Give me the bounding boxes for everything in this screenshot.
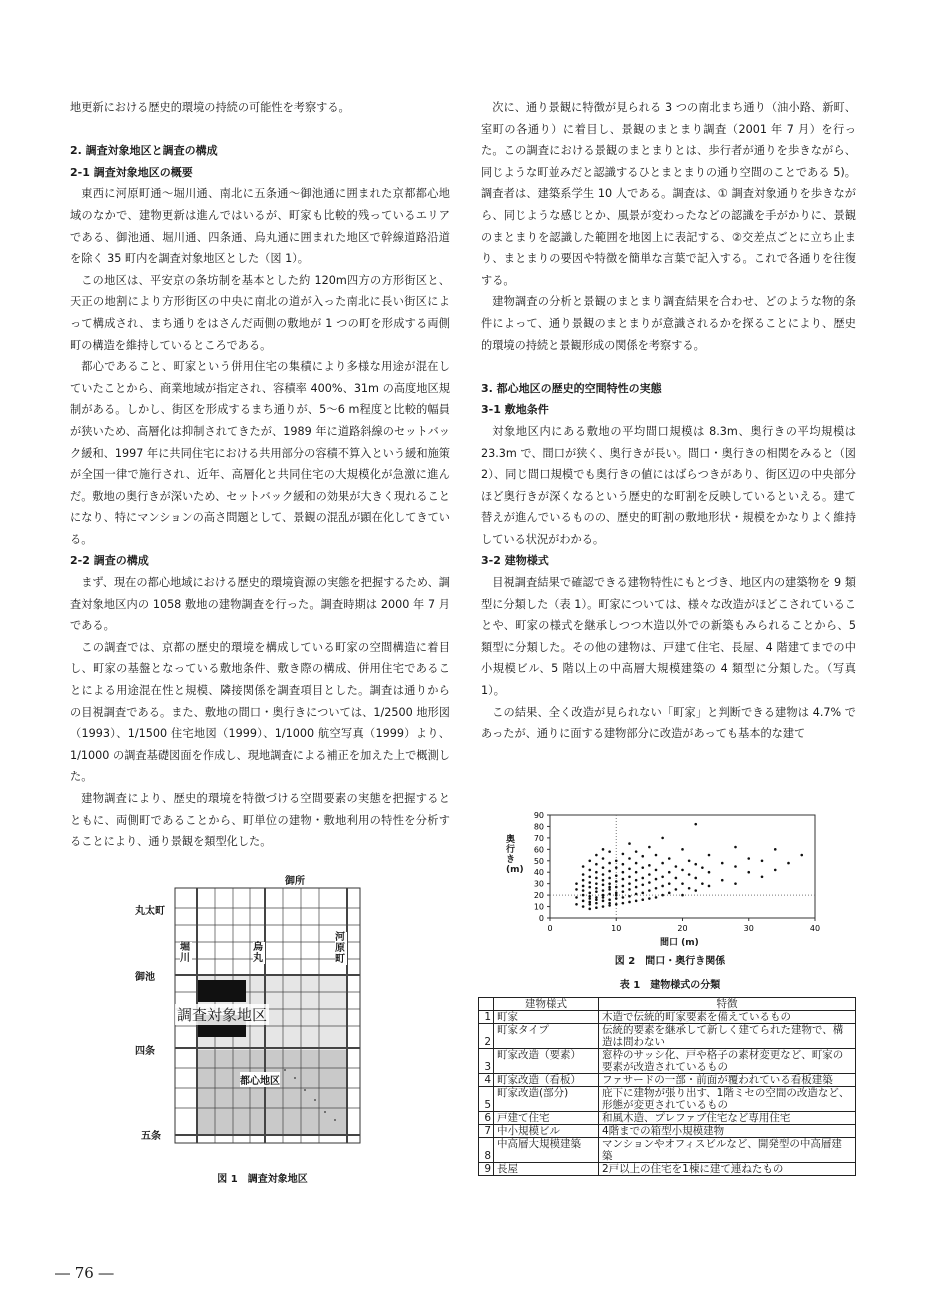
data-point xyxy=(628,842,631,845)
data-point xyxy=(761,876,764,879)
data-point xyxy=(595,871,598,874)
data-point xyxy=(648,881,651,884)
data-point xyxy=(622,871,625,874)
data-point xyxy=(588,903,591,906)
y-tick-label: 80 xyxy=(533,822,544,832)
data-point xyxy=(602,905,605,908)
data-point xyxy=(588,869,591,872)
figure-2-chart xyxy=(500,805,830,965)
data-point xyxy=(628,882,631,885)
data-point xyxy=(602,873,605,876)
y-tick-label: 10 xyxy=(533,902,544,912)
data-point xyxy=(595,896,598,899)
paragraph: 建物調査の分析と景観のまとまり調査結果を合わせ、どのような物的条件によって、通り景観のまとまりが意識されるかを探ることにより、歴史的環境の持続と景観形成の関係を考察する。 xyxy=(481,295,856,352)
right-column xyxy=(481,97,856,745)
x-tick-label: 40 xyxy=(809,924,821,933)
table-cell-number: 8 xyxy=(479,1138,494,1163)
data-point xyxy=(688,887,691,890)
paragraph: 建物調査により、歴史的環境を特徴づける空間要素の実態を把握するとともに、両側町であることから、町単位の建物・敷地利用の特性を分析することにより、通り景観を類型化した。 xyxy=(70,792,450,849)
data-point xyxy=(615,874,618,877)
data-point xyxy=(661,894,664,897)
data-point xyxy=(635,893,638,896)
data-point xyxy=(661,876,664,879)
table-cell-style: 町家改造（要素） xyxy=(494,1049,599,1074)
paragraph: この結果、全く改造が見られない「町家」と判断できる建物は 4.7% であったが、通りに面する建物部分に改造があっても基本的な建て xyxy=(481,705,856,741)
table-cell-number: 1 xyxy=(479,1011,494,1024)
y-tick-label: 20 xyxy=(533,891,544,901)
data-point xyxy=(635,886,638,889)
data-point xyxy=(575,882,578,885)
data-point xyxy=(588,876,591,879)
table-row xyxy=(479,1049,856,1074)
map-label-shijo: 四条 xyxy=(135,1046,155,1057)
data-point xyxy=(734,846,737,849)
data-point xyxy=(668,871,671,874)
table-cell-style: 中高層大規模建築 xyxy=(494,1138,599,1163)
data-point xyxy=(615,892,618,895)
data-point xyxy=(608,893,611,896)
data-point xyxy=(747,871,750,874)
data-point xyxy=(721,862,724,865)
y-tick-label: 50 xyxy=(533,856,544,866)
data-point xyxy=(588,897,591,900)
data-point xyxy=(582,905,585,908)
data-point xyxy=(635,871,638,874)
map-label-center: 都心地区 xyxy=(240,1072,280,1087)
data-point xyxy=(694,863,697,866)
data-point xyxy=(582,889,585,892)
data-point xyxy=(602,900,605,903)
table-cell-feature: 窓枠のサッシ化、戸や格子の素材変更など、町家の要素が改造されているもの xyxy=(599,1049,856,1074)
data-point xyxy=(694,889,697,892)
data-point xyxy=(694,877,697,880)
data-point xyxy=(615,897,618,900)
table-cell-feature: 2戸以上の住宅を1棟に建て連ねたもの xyxy=(599,1163,856,1176)
figure-1-map xyxy=(135,876,380,1150)
data-point xyxy=(608,870,611,873)
data-point xyxy=(628,867,631,870)
y-axis-label: 奥行き (m) xyxy=(506,835,524,875)
data-point xyxy=(622,896,625,899)
data-point xyxy=(588,901,591,904)
data-point xyxy=(641,855,644,858)
table-cell-feature: ファサードの一部・前面が覆われている看板建築 xyxy=(599,1074,856,1087)
data-point xyxy=(608,877,611,880)
table-cell-style: 戸建て住宅 xyxy=(494,1112,599,1125)
data-point xyxy=(648,889,651,892)
data-point xyxy=(708,854,711,857)
paragraph: この調査では、京都の歴史的環境を構成している町家の空間構造に着目し、町家の基盤となっている敷地条件、敷き際の構成、併用住宅であることによる用途混在性と規模、隣接関係を調査項目とした。調査は通りからの目視調査である。また、敷地の間口・奥行きについては、1/2500 地形図（1993）、1/1500 住宅地図（1999）、1/1000 航空写真（1999）より、1/1000 の調査基礎図面を作成し、現地調査による補正を加えた上で概測した。 xyxy=(70,640,450,784)
data-point xyxy=(582,873,585,876)
table-cell-number: 2 xyxy=(479,1024,494,1049)
data-point xyxy=(641,884,644,887)
table-cell-style: 町家タイプ xyxy=(494,1024,599,1049)
data-point xyxy=(602,857,605,860)
section-heading: 3. 都心地区の歴史的空間特性の実態 xyxy=(481,381,662,395)
data-point xyxy=(655,854,658,857)
data-point xyxy=(681,882,684,885)
y-tick-label: 60 xyxy=(533,845,544,855)
scatter-plot xyxy=(500,805,830,950)
data-point xyxy=(588,895,591,898)
data-point xyxy=(747,857,750,860)
data-point xyxy=(615,894,618,897)
data-point xyxy=(608,886,611,889)
data-point xyxy=(615,886,618,889)
data-point xyxy=(635,862,638,865)
paragraph: 都心であること、町家という併用住宅の集積により多様な用途が混在していたことから、商業地域が指定され、容積率 400%、31m の高度地区規制がある。しかし、街区を形成するまち通りが、5～6 m程度と比較的幅員が狭いため、高層化は抑制されてきたが、1989 年に道路斜線のセットバック緩和、1997 年に共同住宅における共用部分の容積不算入という緩和施策が全国一律で施行され、近年、高層化と共同住宅の大規模化が急激に進んだ。敷地の奥行きが深いため、セットバック緩和の効果が大きく現れることになり、特にマンションの高さ問題として、景観の混乱が顕在化してきている。 xyxy=(70,360,450,546)
data-point xyxy=(595,902,598,905)
table-cell-number: 3 xyxy=(479,1049,494,1074)
data-point xyxy=(602,889,605,892)
data-point xyxy=(588,908,591,911)
data-point xyxy=(668,857,671,860)
table-cell-feature: 庇下に建物が張り出す、1階ミセの空間の改造など、形態が変更されているもの xyxy=(599,1087,856,1112)
table-cell-feature: 伝統的要素を継承して新しく建てられた建物で、構造は問わない xyxy=(599,1024,856,1049)
data-point xyxy=(694,823,697,826)
paragraph: この地区は、平安京の条坊制を基本とした約 120m四方の方形街区と、天正の地割により方形街区の中央に南北の道が入った南北に長い街区によって構成され、まち通りをはさんだ両側の敷地が 1 つの町を形成する両側町の構造を維持しているところである。 xyxy=(70,273,450,352)
data-point xyxy=(681,848,684,851)
table-cell-style: 町家改造（看板） xyxy=(494,1074,599,1087)
paragraph: まず、現在の都心地域における歴史的環境資源の実態を把握するため、調査対象地区内の 1058 敷地の建物調査を行った。調査時期は 2000 年 7 月である。 xyxy=(70,576,450,633)
map-label-karasuma: 烏丸 xyxy=(253,942,263,964)
y-tick-label: 70 xyxy=(533,833,544,843)
data-point xyxy=(615,903,618,906)
x-tick-label: 20 xyxy=(677,924,688,933)
data-point xyxy=(701,866,704,869)
table-row xyxy=(479,1087,856,1112)
table-cell-style: 町家改造(部分) xyxy=(494,1087,599,1112)
left-column xyxy=(70,97,450,853)
data-point xyxy=(628,901,631,904)
data-point xyxy=(595,887,598,890)
data-point xyxy=(622,902,625,905)
data-point xyxy=(675,877,678,880)
paragraph: 次に、通り景観に特徴が見られる 3 つの南北まち通り（油小路、新町、室町の各通り）に着目し、景観のまとまり調査（2001 年 7 月）を行った。この調査における景観のまとまりとは、歩行者が通りを歩きながら、同じような町並みだと認識するひとまとまりの通り空間のことである 5)。調査者は、建築系学生 10 人である。調査は、① 調査対象通りを歩きながら、同じような感じとか、風景が変わったなどの認識を手がかりに、景観のまとまりを認識した範囲を地図上に表記する、②交差点ごとに立ち止まり、まとまりの要因や特徴を簡単な言葉で記入する。これで各通りを往復する。 xyxy=(481,101,856,287)
data-point xyxy=(602,879,605,882)
data-point xyxy=(641,898,644,901)
data-point xyxy=(608,904,611,907)
map-label-oike: 御池 xyxy=(135,972,155,983)
data-point xyxy=(582,865,585,868)
data-point xyxy=(588,886,591,889)
data-point xyxy=(622,863,625,866)
data-point xyxy=(595,882,598,885)
subsection-heading: 2-1 調査対象地区の概要 xyxy=(70,165,193,179)
table-row xyxy=(479,1011,856,1024)
map-label-gojo: 五条 xyxy=(141,1131,161,1142)
paragraph: 地更新における歴史的環境の持続の可能性を考察する。 xyxy=(70,101,350,114)
data-point xyxy=(595,854,598,857)
data-point xyxy=(575,896,578,899)
x-tick-label: 0 xyxy=(547,924,553,933)
figure-2-caption: 図 2 間口・奥行き関係 xyxy=(614,956,726,967)
data-point xyxy=(635,879,638,882)
data-point xyxy=(655,887,658,890)
figure-1-caption: 図 1 調査対象地区 xyxy=(217,1174,308,1185)
subsection-heading: 2-2 調査の構成 xyxy=(70,554,149,568)
x-tick-label: 10 xyxy=(611,924,622,933)
table-1 xyxy=(478,997,856,1176)
data-point xyxy=(608,898,611,901)
data-point xyxy=(688,859,691,862)
data-point xyxy=(582,879,585,882)
table-header-feature: 特徴 xyxy=(599,998,856,1011)
data-point xyxy=(661,862,664,865)
data-point xyxy=(648,873,651,876)
data-point xyxy=(575,888,578,891)
data-point xyxy=(595,877,598,880)
data-point xyxy=(588,859,591,862)
map-label-horikawa: 堀川 xyxy=(180,942,190,964)
data-point xyxy=(648,864,651,867)
map-label-kawaramachi: 河原町 xyxy=(335,932,345,965)
data-point xyxy=(582,894,585,897)
table-row xyxy=(479,1112,856,1125)
data-point xyxy=(648,897,651,900)
y-tick-label: 0 xyxy=(538,914,544,923)
page-number: ― 76 ― xyxy=(55,1264,114,1282)
table-row xyxy=(479,1163,856,1176)
data-point xyxy=(602,866,605,869)
data-point xyxy=(734,882,737,885)
data-point xyxy=(602,896,605,899)
data-point xyxy=(582,885,585,888)
data-point xyxy=(661,885,664,888)
x-axis-label: 間口 (m) xyxy=(660,938,699,948)
y-tick-label: 30 xyxy=(533,879,544,889)
data-point xyxy=(708,871,711,874)
table-row xyxy=(479,1138,856,1163)
table-header-row xyxy=(479,998,856,1011)
data-point xyxy=(675,865,678,868)
data-point xyxy=(628,876,631,879)
paragraph: 目視調査結果で確認できる建物特性にもとづき、地区内の建築物を 9 類型に分類した（表 1）。町家については、様々な改造がほどこされていることや、町家の様式を継承しつつ木造以外での新築もみられることから、5 類型に分類した。その他の建物は、戸建て住宅、長屋、4 階建てまでの中小規模ビル、5 階以上の中高層大規模建築の 4 類型に分類した。（写真 1）。 xyxy=(481,576,856,698)
data-point xyxy=(608,882,611,885)
data-point xyxy=(608,902,611,905)
data-point xyxy=(595,898,598,901)
data-point xyxy=(615,880,618,883)
subsection-heading: 3-1 敷地条件 xyxy=(481,403,549,417)
data-point xyxy=(800,854,803,857)
table-row xyxy=(479,1125,856,1138)
table-cell-number: 4 xyxy=(479,1074,494,1087)
data-point xyxy=(595,890,598,893)
data-point xyxy=(628,895,631,898)
data-point xyxy=(675,888,678,891)
data-point xyxy=(655,878,658,881)
x-tick-label: 30 xyxy=(743,924,754,933)
data-point xyxy=(628,888,631,891)
data-point xyxy=(655,869,658,872)
table-row xyxy=(479,1074,856,1087)
table-cell-style: 長屋 xyxy=(494,1163,599,1176)
data-point xyxy=(787,862,790,865)
data-point xyxy=(615,866,618,869)
paragraph: 対象地区内にある敷地の平均間口規模は 8.3m、奥行きの平均規模は 23.3m で、間口が狭く、奥行きが長い。間口・奥行きの相関をみると（図 2）、同じ間口規模でも奥行きの値にはばらつきがあり、街区辺の中央部分ほど奥行きが深くなるという歴史的な町割を反映しているといえる。建て替えが進んでいるものの、歴史的町割の敷地形状・規模をかなりよく維持している状況がわかる。 xyxy=(481,424,856,546)
data-point xyxy=(622,853,625,856)
data-point xyxy=(668,882,671,885)
table-cell-style: 中小規模ビル xyxy=(494,1125,599,1138)
data-point xyxy=(588,881,591,884)
data-point xyxy=(622,890,625,893)
table-cell-number: 7 xyxy=(479,1125,494,1138)
paragraph: 東西に河原町通～堀川通、南北に五条通～御池通に囲まれた京都都心地域のなかで、建物更新は進んではいるが、町家も比較的残っているエリアである、御池通、堀川通、四条通、烏丸通に囲まれた地区で幹線道路沿道を除く 35 町内を調査対象地区とした（図 1）。 xyxy=(70,187,450,266)
data-point xyxy=(681,869,684,872)
table-cell-number: 5 xyxy=(479,1087,494,1112)
data-point xyxy=(615,859,618,862)
table-cell-feature: 木造で伝統的町家要素を備えているもの xyxy=(599,1011,856,1024)
data-point xyxy=(701,882,704,885)
data-point xyxy=(622,885,625,888)
data-point xyxy=(608,862,611,865)
section-heading: 2. 調査対象地区と調査の構成 xyxy=(70,144,218,158)
data-point xyxy=(602,884,605,887)
map-label-study-area: 調査対象地区 xyxy=(177,1006,268,1024)
data-point xyxy=(721,879,724,882)
data-point xyxy=(681,894,684,897)
table-cell-number: 6 xyxy=(479,1112,494,1125)
data-point xyxy=(648,846,651,849)
data-point xyxy=(595,906,598,909)
data-point xyxy=(608,888,611,891)
data-point xyxy=(582,900,585,903)
data-point xyxy=(774,869,777,872)
table-row xyxy=(479,1024,856,1049)
data-point xyxy=(595,863,598,866)
data-point xyxy=(655,896,658,899)
data-point xyxy=(734,865,737,868)
y-tick-label: 40 xyxy=(533,868,544,878)
map-label-marutamachi: 丸太町 xyxy=(135,906,165,917)
data-point xyxy=(668,892,671,895)
data-point xyxy=(641,892,644,895)
data-point xyxy=(602,894,605,897)
data-point xyxy=(575,903,578,906)
data-point xyxy=(608,850,611,853)
data-point xyxy=(602,848,605,851)
data-point xyxy=(761,859,764,862)
data-point xyxy=(641,877,644,880)
table-1-title: 表 1 建物様式の分類 xyxy=(619,980,721,991)
data-point xyxy=(628,857,631,860)
data-point xyxy=(688,873,691,876)
data-point xyxy=(588,892,591,895)
data-point xyxy=(635,900,638,903)
data-point xyxy=(708,885,711,888)
subsection-heading: 3-2 建物様式 xyxy=(481,554,549,568)
data-point xyxy=(635,850,638,853)
table-cell-feature: 4階までの箱型小規模建物 xyxy=(599,1125,856,1138)
y-tick-label: 90 xyxy=(533,811,544,820)
data-point xyxy=(641,866,644,869)
data-point xyxy=(774,848,777,851)
table-cell-number: 9 xyxy=(479,1163,494,1176)
table-cell-feature: マンションやオフィスビルなど、開発型の中高層建築 xyxy=(599,1138,856,1163)
data-point xyxy=(661,837,664,840)
table-header-style: 建物様式 xyxy=(494,998,599,1011)
data-point xyxy=(622,878,625,881)
table-cell-feature: 和風木造、プレファブ住宅など専用住宅 xyxy=(599,1112,856,1125)
map-label-gosho: 御所 xyxy=(285,872,305,887)
table-cell-style: 町家 xyxy=(494,1011,599,1024)
